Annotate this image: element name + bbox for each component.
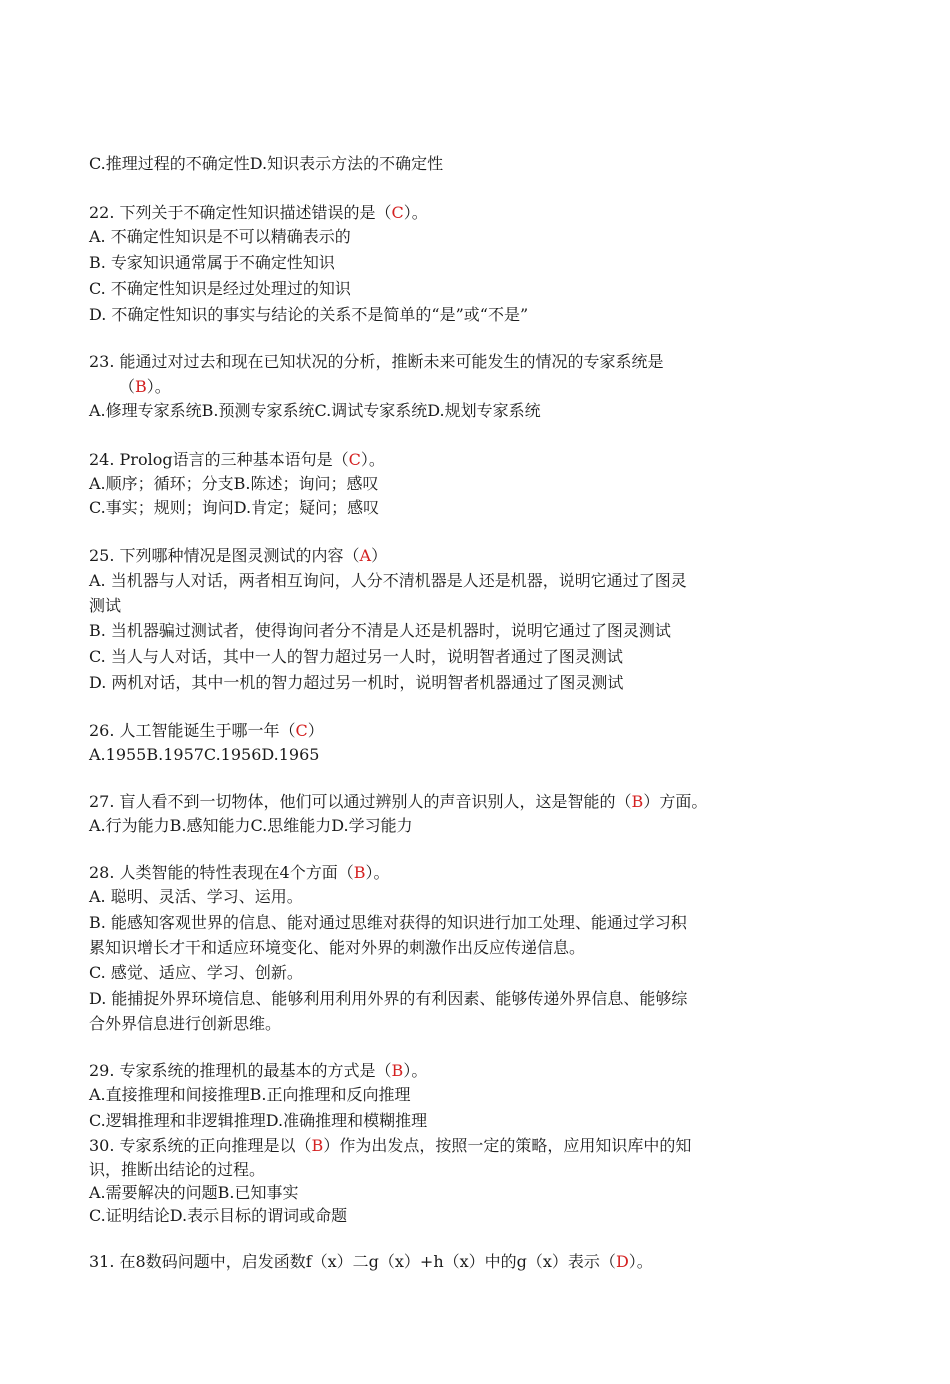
option-22a: A. 不确定性知识是不可以精确表示的: [89, 227, 351, 246]
options-26: A.1955B.1957C.1956D.1965: [89, 745, 320, 764]
options-24-line2: C.事实；规则；询问D.肯定；疑问；感叹: [89, 498, 380, 517]
options-29-line2: C.逻辑推理和非逻辑推理D.准确推理和模糊推理: [89, 1111, 428, 1130]
q21-options-tail: C.推理过程的不确定性D.知识表示方法的不确定性: [89, 154, 444, 173]
answer-22: C: [391, 203, 404, 222]
option-25c: C. 当人与人对话，其中一人的智力超过另一人时，说明智者通过了图灵测试: [89, 647, 623, 666]
option-28d: D. 能捕捉外界环境信息、能够利用利用外界的有利因素、能够传递外界信息、能够综: [89, 989, 688, 1008]
question-25: 25. 下列哪种情况是图灵测试的内容（A）: [89, 546, 388, 565]
question-30: 30. 专家系统的正向推理是以（B）作为出发点，按照一定的策略，应用知识库中的知: [89, 1136, 692, 1155]
option-28c: C. 感觉、适应、学习、创新。: [89, 963, 303, 982]
option-25a: A. 当机器与人对话，两者相互询问，人分不清机器是人还是机器，说明它通过了图灵: [89, 571, 687, 590]
question-28: 28. 人类智能的特性表现在4个方面（B）。: [89, 863, 390, 882]
answer-23: B: [135, 377, 147, 396]
answer-27: B: [631, 792, 644, 811]
answer-28: B: [353, 863, 366, 882]
options-23: A.修理专家系统B.预测专家系统C.调试专家系统D.规划专家系统: [89, 401, 541, 420]
option-25b: B. 当机器骗过测试者，使得询问者分不清是人还是机器时，说明它通过了图灵测试: [89, 621, 671, 640]
options-24-line1: A.顺序；循环；分支B.陈述；询问；感叹: [89, 474, 379, 493]
answer-25: A: [359, 546, 372, 565]
answer-26: C: [295, 721, 308, 740]
option-25d: D. 两机对话，其中一机的智力超过另一机时，说明智者机器通过了图灵测试: [89, 673, 624, 692]
option-22b: B. 专家知识通常属于不确定性知识: [89, 253, 335, 272]
answer-24: C: [348, 450, 361, 469]
option-22c: C. 不确定性知识是经过处理过的知识: [89, 279, 351, 298]
option-22d: D. 不确定性知识的事实与结论的关系不是简单的“是”或“不是”: [89, 305, 529, 324]
question-27: 27. 盲人看不到一切物体，他们可以通过辨别人的声音识别人，这是智能的（B）方面。: [89, 792, 708, 811]
question-29: 29. 专家系统的推理机的最基本的方式是（B）。: [89, 1061, 428, 1080]
answer-29: B: [391, 1061, 404, 1080]
options-30-line1: A.需要解决的问题B.已知事实: [89, 1183, 299, 1202]
question-23-cont: （B）。: [119, 377, 171, 396]
question-22: 22. 下列关于不确定性知识描述错误的是（C）。: [89, 203, 428, 222]
option-25a-cont: 测试: [89, 596, 122, 615]
question-26: 26. 人工智能诞生于哪一年（C）: [89, 721, 324, 740]
answer-30: B: [311, 1136, 324, 1155]
question-24: 24. Prolog语言的三种基本语句是（C）。: [89, 450, 385, 469]
option-28a: A. 聪明、灵活、学习、运用。: [89, 887, 303, 906]
question-30-cont: 识，推断出结论的过程。: [89, 1160, 266, 1179]
answer-31: D: [615, 1252, 629, 1271]
options-30-line2: C.证明结论D.表示目标的谓词或命题: [89, 1206, 348, 1225]
option-28d-cont: 合外界信息进行创新思维。: [89, 1014, 282, 1033]
options-27: A.行为能力B.感知能力C.思维能力D.学习能力: [89, 816, 413, 835]
question-31: 31. 在8数码问题中，启发函数f（x）二g（x）+h（x）中的g（x）表示（D）。: [89, 1252, 653, 1271]
option-28b: B. 能感知客观世界的信息、能对通过思维对获得的知识进行加工处理、能通过学习积: [89, 913, 687, 932]
option-28b-cont: 累知识增长才干和适应环境变化、能对外界的刺激作出反应传递信息。: [89, 938, 586, 957]
options-29-line1: A.直接推理和间接推理B.正向推理和反向推理: [89, 1085, 411, 1104]
question-23: 23. 能通过对过去和现在已知状况的分析，推断未来可能发生的情况的专家系统是: [89, 352, 664, 371]
